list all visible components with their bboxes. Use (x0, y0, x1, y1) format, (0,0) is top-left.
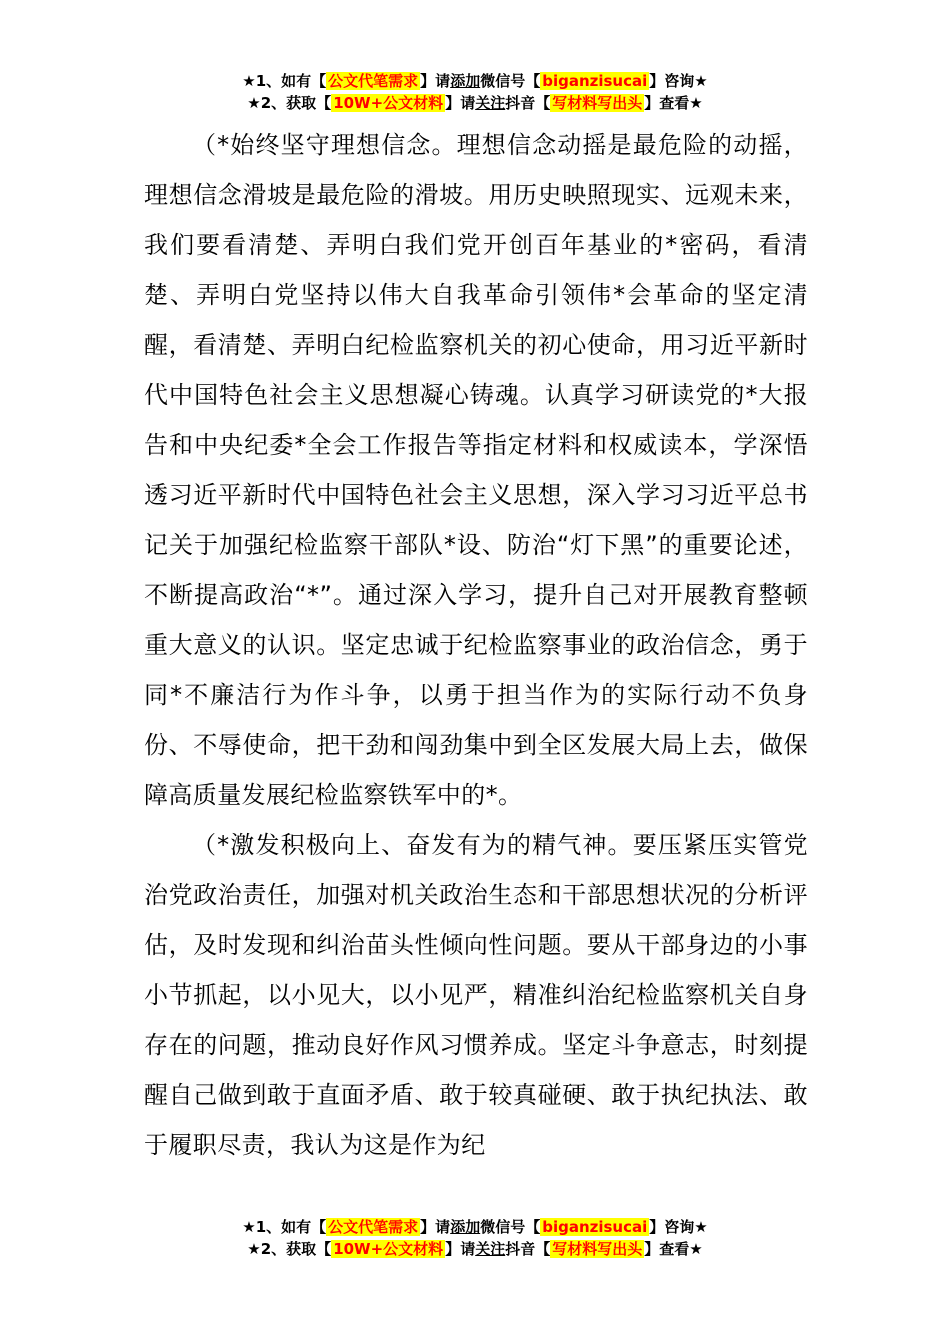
footer-line-1-highlight-1: 公文代笔需求 (328, 1218, 419, 1236)
paragraph-1: （*始终坚守理想信念。理想信念动摇是最危险的动摇，理想信念滑坡是最危险的滑坡。用历史映照现实、远观未来，我们要看清楚、弄明白我们党开创百年基业的*密码，看清楚、弄明白党坚持以伟大自我革命引领伟*会革命的坚定清醒，看清楚、弄明白纪检监察机关的初心使命，用习近平新时代中国特色社会主义思想凝心铸魂。认真学习研读党的*大报告和中央纪委*全会工作报告等指定材料和权威读本，学深悟透习近平新时代中国特色社会主义思想，深入学习习近平总书记关于加强纪检监察干部队*设、防治“灯下黑”的重要论述，不断提高政治“*”。通过深入学习，提升自己对开展教育整顿重大意义的认识。坚定忠诚于纪检监察事业的政治信念，勇于同*不廉洁行为作斗争，以勇于担当作为的实际行动不负身份、不辱使命，把干劲和闯劲集中到全区发展大局上去，做保障高质量发展纪检监察铁军中的*。 (144, 131, 808, 809)
banner-line-2-emphasis: 关注 (475, 94, 506, 112)
footer-banner-line-1 (0, 1216, 950, 1238)
document-body (144, 120, 808, 1170)
banner-line-1-middle-2: 微信号【 (480, 72, 541, 90)
footer-line-1-highlight-2: biganzisucai (542, 1218, 648, 1236)
banner-line-1 (0, 70, 950, 92)
banner-line-2 (0, 92, 950, 114)
banner-line-2-highlight-1: 10W+公文材料 (333, 94, 444, 112)
footer-line-1-suffix: 】咨询★ (649, 1218, 708, 1236)
banner-line-1-middle-1: 】请 (420, 72, 451, 90)
paragraph-2: （*激发积极向上、奋发有为的精气神。要压紧压实管党治党政治责任，加强对机关政治生态和干部思想状况的分析评估，及时发现和纠治苗头性倾向性问题。要从干部身边的小事小节抓起，以小见大，以小见严，精准纠治纪检监察机关自身存在的问题，推动良好作风习惯养成。坚定斗争意志，时刻提醒自己做到敢于直面矛盾、敢于较真碰硬、敢于执纪执法、敢于履职尽责，我认为这是作为纪 (144, 831, 808, 1159)
footer-line-1-emphasis: 添加 (450, 1218, 481, 1236)
banner-line-2-prefix: ★2、获取【 (247, 94, 332, 112)
banner-line-2-middle-1: 】请 (445, 94, 476, 112)
footer-line-2-suffix: 】查看★ (644, 1240, 703, 1258)
footer-line-2-middle-1: 】请 (445, 1240, 476, 1258)
banner-line-1-highlight-1: 公文代笔需求 (328, 72, 419, 90)
footer-banner (0, 1216, 950, 1260)
footer-line-2-highlight-2: 写材料写出头 (552, 1240, 643, 1258)
banner-line-1-prefix: ★1、如有【 (242, 72, 327, 90)
footer-line-1-middle-1: 】请 (420, 1218, 451, 1236)
banner-line-2-middle-2: 抖音【 (505, 94, 551, 112)
banner-line-2-highlight-2: 写材料写出头 (552, 94, 643, 112)
banner-line-2-suffix: 】查看★ (644, 94, 703, 112)
footer-line-2-prefix: ★2、获取【 (247, 1240, 332, 1258)
banner-line-1-suffix: 】咨询★ (649, 72, 708, 90)
footer-line-2-highlight-1: 10W+公文材料 (333, 1240, 444, 1258)
footer-line-2-emphasis: 关注 (475, 1240, 506, 1258)
footer-line-2-middle-2: 抖音【 (505, 1240, 551, 1258)
banner-line-1-highlight-2: biganzisucai (542, 72, 648, 90)
header-banner (0, 70, 950, 114)
footer-line-1-prefix: ★1、如有【 (242, 1218, 327, 1236)
footer-banner-line-2 (0, 1238, 950, 1260)
footer-line-1-middle-2: 微信号【 (480, 1218, 541, 1236)
banner-line-1-emphasis: 添加 (450, 72, 481, 90)
